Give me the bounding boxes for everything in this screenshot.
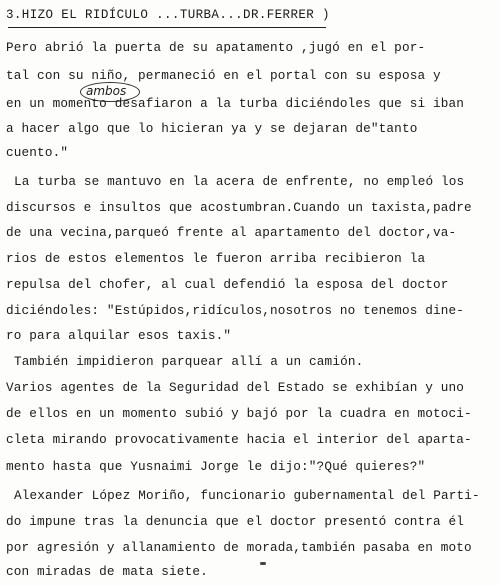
text-line: ro para alquilar esos taxis." (6, 328, 232, 343)
text-line: rios de estos elementos le fueron arriba recibieron la (6, 251, 426, 266)
text-line: Varios agentes de la Seguridad del Estado se exhibían y uno (6, 380, 465, 395)
text-line: tal con su niño, permaneció en el portal con su esposa y (6, 68, 441, 83)
text-line: repulsa del chofer, al cual defendió la esposa del doctor (6, 277, 449, 292)
text-line: La turba se mantuvo en la acera de enfrente, no empleó los (14, 174, 465, 189)
text-line: en un momento desafiaron a la turba diciéndoles que si iban (6, 96, 465, 111)
text-line: con miradas de mata siete. (6, 564, 208, 579)
heading-underline (8, 27, 326, 28)
text-line: de ellos en un momento subió y bajó por la cuadra en motoci- (6, 406, 472, 421)
text-line: También impidieron parquear allí a un camión. (14, 354, 364, 369)
text-line: do impune tras la denuncia que el doctor presentó contra él (6, 514, 465, 529)
text-line: cleta mirando provocativamente hacia el interior del aparta- (6, 432, 472, 447)
text-line: discursos e insultos que acostumbran.Cuando un taxista,padre (6, 200, 472, 215)
text-line: cuento." (6, 145, 69, 160)
ink-mark (260, 562, 266, 565)
text-line: por agresión y allanamiento de morada,también pasaba en moto (6, 540, 472, 555)
text-line: Alexander López Moriño, funcionario gubernamental del Parti- (14, 488, 480, 503)
section-heading: 3.HIZO EL RIDÍCULO ...TURBA...DR.FERRER ) (6, 8, 330, 22)
text-line: mento hasta que Yusnaimi Jorge le dijo:"?Qué quieres?" (6, 459, 426, 474)
handwritten-annotation: ambos (86, 84, 127, 98)
text-line: a hacer algo que lo hicieran ya y se dejaran de"tanto (6, 121, 418, 136)
text-line: de una vecina,parqueó frente al apartamento del doctor,va- (6, 225, 457, 240)
text-line: diciéndoles: "Estúpidos,ridículos,nosotros no tenemos dine- (6, 303, 465, 318)
text-line: Pero abrió la puerta de su apatamento ,jugó en el por- (6, 40, 426, 55)
